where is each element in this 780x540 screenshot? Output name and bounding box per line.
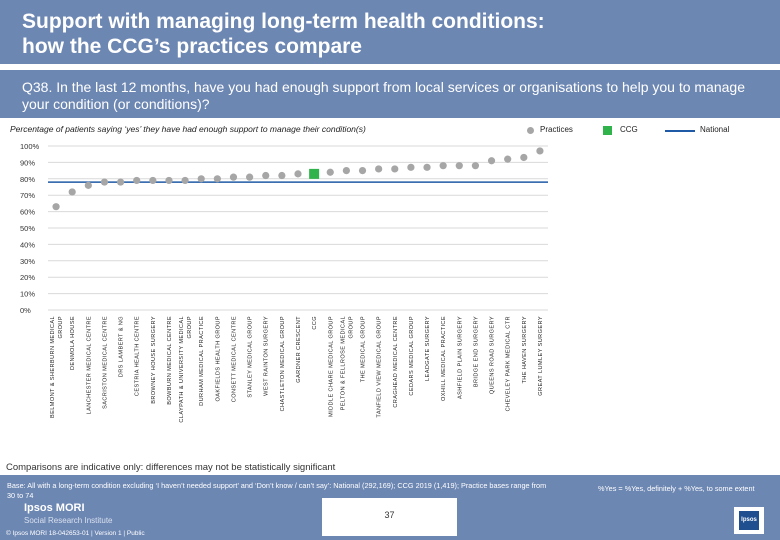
legend-practices-label: Practices [540,125,573,134]
practice-point [214,175,221,182]
practice-point [165,177,172,184]
x-category-label: GROUP [58,316,65,339]
x-category-label: CEDARS MEDICAL GROUP [408,316,415,396]
y-tick-label: 90% [20,158,36,168]
x-category-label: DENMOLA HOUSE [70,316,77,371]
practice-point [423,164,430,171]
practice-point [198,175,205,182]
practice-point [472,162,479,169]
practice-point [504,156,511,163]
page-number: 37 [384,510,395,520]
ccg-marker [309,169,319,179]
definition-note: %Yes = %Yes, definitely + %Yes, to some extent [598,484,755,493]
x-category-label: LEADGATE SURGERY [425,316,432,381]
x-category-label: CESTRIA HEALTH CENTRE [134,316,141,397]
x-category-label: WEST RAINTON SURGERY [263,316,270,396]
x-category-label: CCG [312,316,319,330]
x-category-label: MIDDLE CHARE MEDICAL GROUP [328,316,335,417]
question-text: Q38. In the last 12 months, have you had enough support from local services or organisations to help you to manage your condition (or conditions)? [22,79,745,112]
x-category-label: GROUP [187,316,194,339]
x-category-label: GARDNER CRESCENT [296,316,302,383]
y-tick-label: 100% [20,142,40,151]
practice-point [407,164,414,171]
x-category-label: ASHFIELD PLAIN SURGERY [457,315,464,399]
x-category-label: OAKFIELDS HEALTH GROUP [215,316,222,402]
x-category-label: CONSETT MEDICAL CENTRE [231,316,238,403]
chart-legend [0,122,780,136]
practice-point [149,177,156,184]
practice-point [181,177,188,184]
y-tick-label: 50% [20,224,36,233]
practice-point [375,165,382,172]
y-tick-label: 20% [20,273,36,283]
practice-point [262,172,269,179]
x-category-label: BRIDGE END SURGERY [473,315,480,388]
y-tick-label: 10% [20,289,36,299]
practice-point [327,169,334,176]
x-category-label: GREAT LUMLEY SURGERY [537,316,544,396]
x-category-label: BELMONT & SHERBURN MEDICAL [50,316,57,418]
practice-point [101,178,108,185]
practice-point [69,188,76,195]
x-category-label: BROWNEY HOUSE SURGERY [150,316,157,404]
practice-point [85,182,92,189]
practice-point [359,167,366,174]
practice-point [343,167,350,174]
ipsos-logo-mark: Ipsos [739,511,759,530]
x-category-label: BOWBURN MEDICAL CENTRE [166,316,173,405]
brand-name: Ipsos MORI [24,502,85,514]
x-category-label: SACRISTON MEDICAL CENTRE [102,316,109,409]
y-tick-label: 40% [20,240,36,250]
x-category-label: THE HAVEN SURGERY [521,316,528,384]
legend-practices-marker [527,127,534,134]
page-title: Support with managing long-term health conditions: how the CCG’s practices compare [22,10,545,58]
x-category-label: THE MEDICAL GROUP [360,316,367,383]
practice-point [440,162,447,169]
practice-point [230,174,237,181]
practice-point [117,178,124,185]
scatter-chart [0,138,780,460]
practice-point [133,177,140,184]
practice-point [520,154,527,161]
x-category-label: CLAYPATH & UNIVERSITY MEDICAL [179,316,186,423]
practice-point [52,203,59,210]
practice-point [488,157,495,164]
y-tick-label: 80% [20,174,36,184]
legend-national-label: National [700,125,730,134]
practice-point [536,147,543,154]
practice-point [456,162,463,169]
y-tick-label: 30% [20,256,36,266]
x-category-label: DURHAM MEDICAL PRACTICE [199,316,206,406]
brand-subtitle: Social Research Institute [24,516,113,525]
base-note: Base: All with a long-term condition excluding ‘I haven’t needed support’ and ‘Don’t know / can’t say’: National (292,169); CCG 2019 (1,419); Practice bases range from 30 to 74 [7,481,547,500]
y-tick-label: 0% [20,306,31,315]
y-tick-label: 70% [20,191,36,201]
x-category-label: DRS LAMBERT & NG [118,316,125,378]
x-category-label: CRAGHEAD MEDICAL CENTRE [392,316,399,408]
chart-title: Percentage of patients saying ‘yes’ they have had enough support to manage their condition(s) [10,124,366,134]
x-category-label: PELTON & FELLROSE MEDICAL [340,316,347,411]
y-tick-label: 60% [20,207,36,217]
x-category-label: STANLEY MEDICAL GROUP [247,316,254,398]
practice-point [391,165,398,172]
practice-point [294,170,301,177]
legend-national-marker [665,130,695,132]
practice-point [278,172,285,179]
x-category-label: QUEENS ROAD SURGERY [489,316,496,395]
x-category-label: GROUP [348,316,355,339]
copyright-text: © Ipsos MORI 18-042653-01 | Version 1 | Public [6,530,145,537]
comparison-note: Comparisons are indicative only: differences may not be statistically significant [6,462,336,473]
x-category-label: TANFIELD VIEW MEDICAL GROUP [376,316,383,418]
x-category-label: OXHILL MEDICAL PRACTICE [441,315,448,401]
x-category-label: LANCHESTER MEDICAL CENTRE [86,316,93,415]
legend-ccg-label: CCG [620,125,638,134]
practice-point [246,174,253,181]
x-category-label: CHASTLETON MEDICAL GROUP [279,316,286,412]
x-category-label: CHEVELEY PARK MEDICAL CTR [505,316,512,412]
legend-ccg-marker [603,126,612,135]
